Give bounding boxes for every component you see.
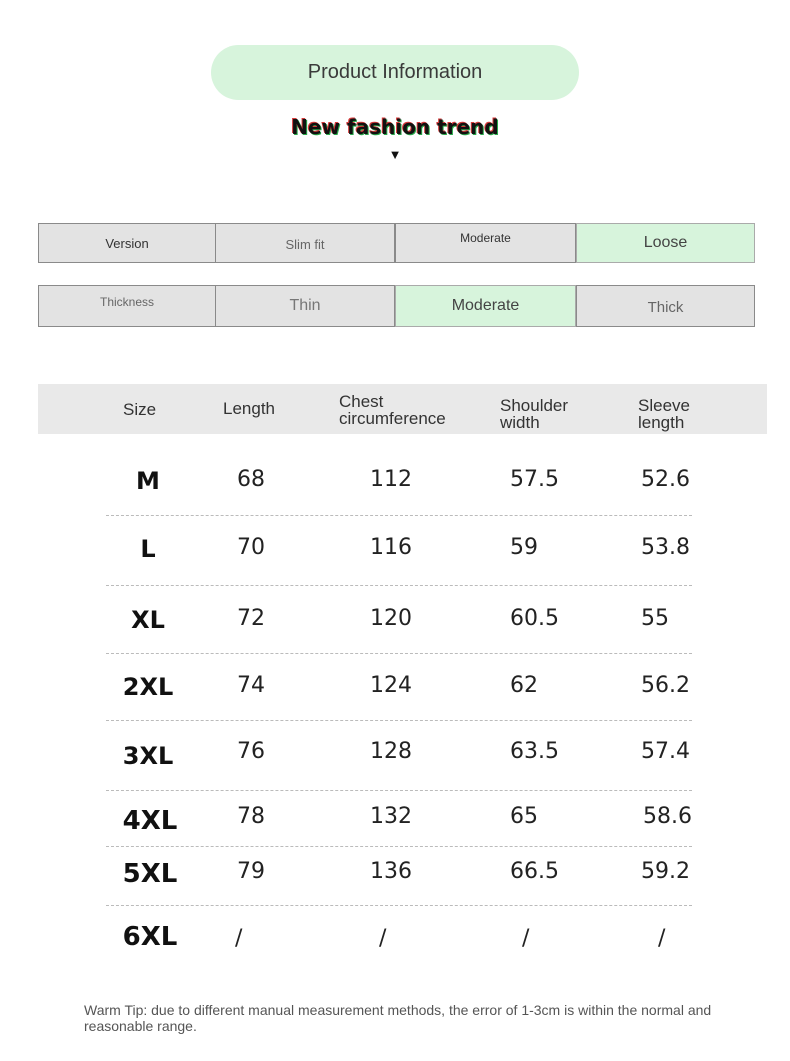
length-cell: 78 [237,804,265,829]
sleeve-cell: 55 [641,606,669,631]
length-cell: 74 [237,673,265,698]
table-row [0,606,790,646]
sleeve-cell: 56.2 [641,673,690,698]
size-cell: M [136,467,160,495]
table-row [0,535,790,575]
row-divider [106,515,692,516]
row-divider [106,790,692,791]
chest-cell: / [379,926,387,951]
size-cell: 6XL [122,922,178,952]
row-divider [106,846,692,847]
size-cell: XL [131,606,165,634]
shoulder-cell: 65 [510,804,538,829]
size-cell: 5XL [122,859,178,889]
shoulder-cell: 59 [510,535,538,560]
row-divider [106,585,692,586]
shoulder-cell: 66.5 [510,859,559,884]
table-row [0,467,790,507]
sleeve-cell: 58.6 [643,804,692,829]
thickness-label: Thickness [38,285,216,327]
chest-cell: 112 [370,467,412,492]
shoulder-cell: / [522,926,530,951]
header-sleeve: Sleeve length [638,396,690,432]
length-cell: / [235,926,243,951]
header-chest: Chest circumference [339,392,446,428]
length-cell: 70 [237,535,265,560]
thickness-option-thick: Thick [576,285,755,327]
version-option-loose: Loose [576,223,755,263]
warm-tip-note: Warm Tip: due to different manual measurement methods, the error of 1-3cm is within the normal and reasonable range. [84,1002,712,1034]
shoulder-cell: 57.5 [510,467,559,492]
version-option-moderate: Moderate [395,223,576,263]
header-shoulder: Shoulder width [500,396,569,432]
shoulder-cell: 60.5 [510,606,559,631]
chest-cell: 116 [370,535,412,560]
sleeve-cell: 57.4 [641,739,690,764]
fashion-trend-heading: New fashion trend [291,115,499,139]
table-row [0,673,790,713]
length-cell: 79 [237,859,265,884]
size-cell: L [140,535,156,563]
length-cell: 72 [237,606,265,631]
chest-cell: 132 [370,804,412,829]
version-row [38,223,755,265]
length-cell: 76 [237,739,265,764]
sleeve-cell: 53.8 [641,535,690,560]
shoulder-cell: 63.5 [510,739,559,764]
thickness-option-thin: Thin [215,285,395,327]
row-divider [106,905,692,906]
thickness-option-moderate: Moderate [395,285,576,327]
sleeve-cell: 59.2 [641,859,690,884]
chest-cell: 120 [370,606,412,631]
sleeve-cell: 52.6 [641,467,690,492]
row-divider [106,653,692,654]
size-table-header [38,384,767,434]
table-row [0,804,790,844]
header-size: Size [123,400,157,419]
chest-cell: 128 [370,739,412,764]
table-row [0,859,790,899]
table-row [0,922,790,962]
length-cell: 68 [237,467,265,492]
product-information-banner [211,45,579,100]
version-label: Version [38,223,216,263]
shoulder-cell: 62 [510,673,538,698]
chest-cell: 124 [370,673,412,698]
size-cell: 2XL [122,673,174,701]
thickness-row [38,285,755,327]
row-divider [106,720,692,721]
banner-title: Product Information [307,61,483,83]
triangle-down-icon: ▼ [388,147,402,162]
sleeve-cell: / [658,926,666,951]
size-cell: 4XL [122,806,178,836]
size-cell: 3XL [122,742,174,770]
chest-cell: 136 [370,859,412,884]
table-row [0,739,790,779]
header-length: Length [223,399,275,418]
version-option-slim-fit: Slim fit [215,223,395,263]
